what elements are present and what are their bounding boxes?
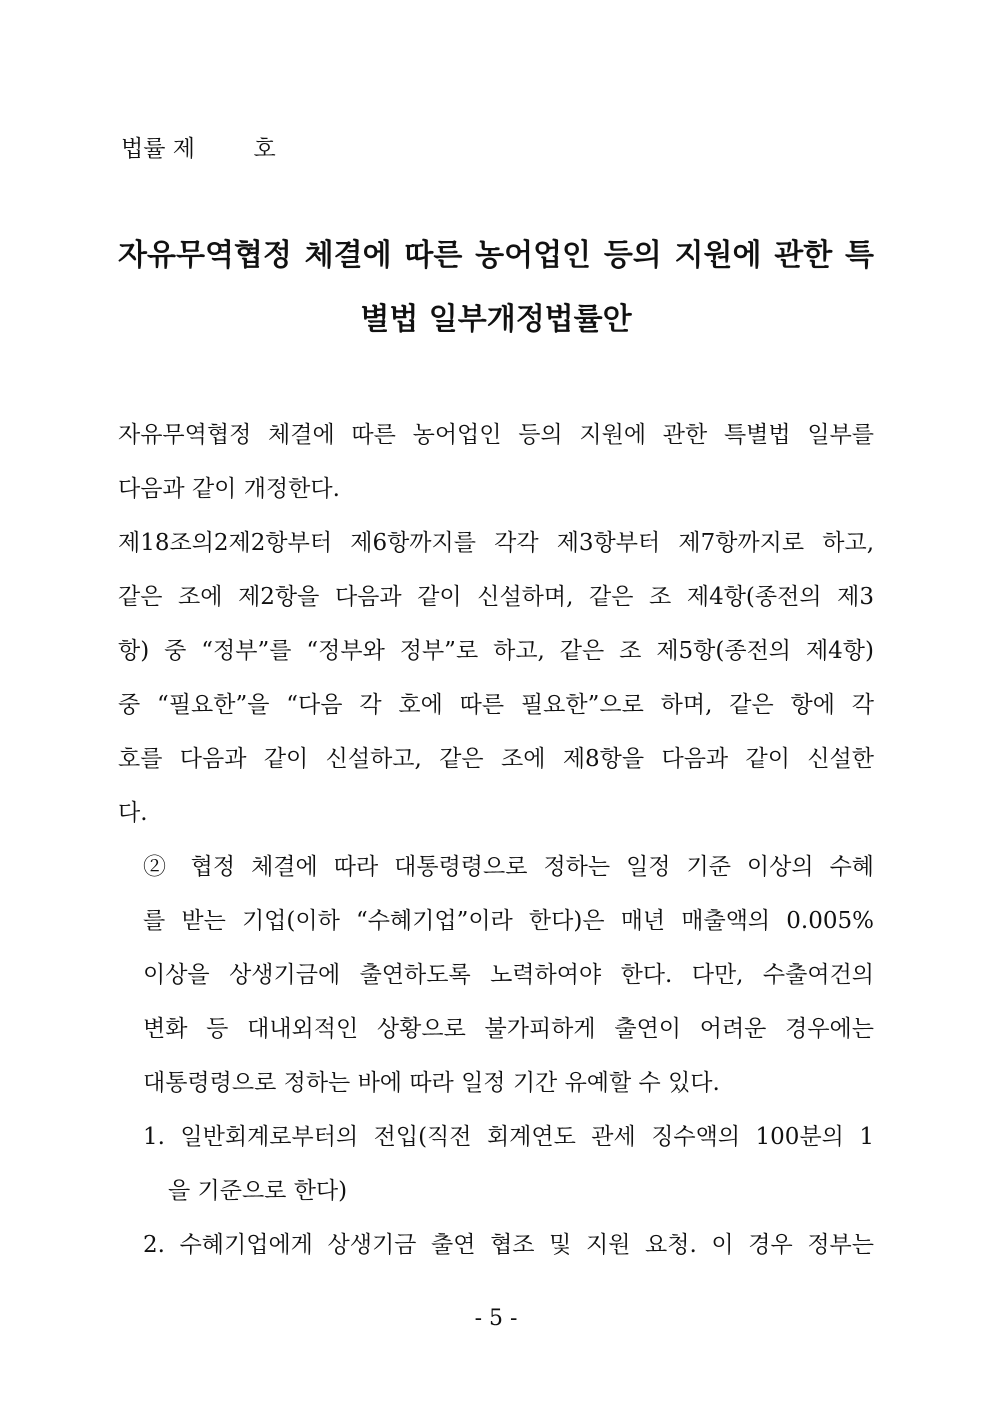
- clause-2-line: 변화 등 대내외적인 상황으로 불가피하게 출연이 어려운 경우에는: [143, 1016, 874, 1042]
- item-1-line: 1. 일반회계로부터의 전입(직전 회계연도 관세 징수액의 100분의 1: [143, 1124, 874, 1150]
- amendment-line: 호를 다음과 같이 신설하고, 같은 조에 제8항을 다음과 같이 신설한: [118, 746, 874, 772]
- bill-title-line-2: 별법 일부개정법률안: [360, 302, 632, 337]
- clause-2-line: 이상을 상생기금에 출연하도록 노력하여야 한다. 다만, 수출여건의: [143, 962, 874, 988]
- page-number: - 5 -: [474, 1306, 518, 1331]
- clause-2-line: ② 협정 체결에 따라 대통령령으로 정하는 일정 기준 이상의 수혜: [143, 854, 874, 880]
- item-1-line: 을 기준으로 한다): [168, 1178, 348, 1204]
- amendment-line: 같은 조에 제2항을 다음과 같이 신설하며, 같은 조 제4항(종전의 제3: [118, 584, 874, 610]
- amendment-line: 다.: [118, 800, 148, 826]
- bill-title-line-1: 자유무역협정 체결에 따른 농어업인 등의 지원에 관한 특: [118, 238, 874, 273]
- clause-2-line: 를 받는 기업(이하 “수혜기업”이라 한다)은 매년 매출액의 0.005%: [143, 908, 874, 934]
- amendment-line: 중 “필요한”을 “다음 각 호에 따른 필요한”으로 하며, 같은 항에 각: [118, 692, 874, 718]
- clause-2-line: 대통령령으로 정하는 바에 따라 일정 기간 유예할 수 있다.: [143, 1070, 720, 1096]
- intro-line: 다음과 같이 개정한다.: [118, 476, 340, 502]
- amendment-line: 제18조의2제2항부터 제6항까지를 각각 제3항부터 제7항까지로 하고,: [118, 530, 874, 556]
- law-number: 법률 제 호: [121, 136, 276, 162]
- item-2-line: 2. 수혜기업에게 상생기금 출연 협조 및 지원 요청. 이 경우 정부는: [143, 1232, 874, 1258]
- amendment-line: 항) 중 “정부”를 “정부와 정부”로 하고, 같은 조 제5항(종전의 제4항): [118, 638, 874, 664]
- intro-line: 자유무역협정 체결에 따른 농어업인 등의 지원에 관한 특별법 일부를: [118, 422, 874, 448]
